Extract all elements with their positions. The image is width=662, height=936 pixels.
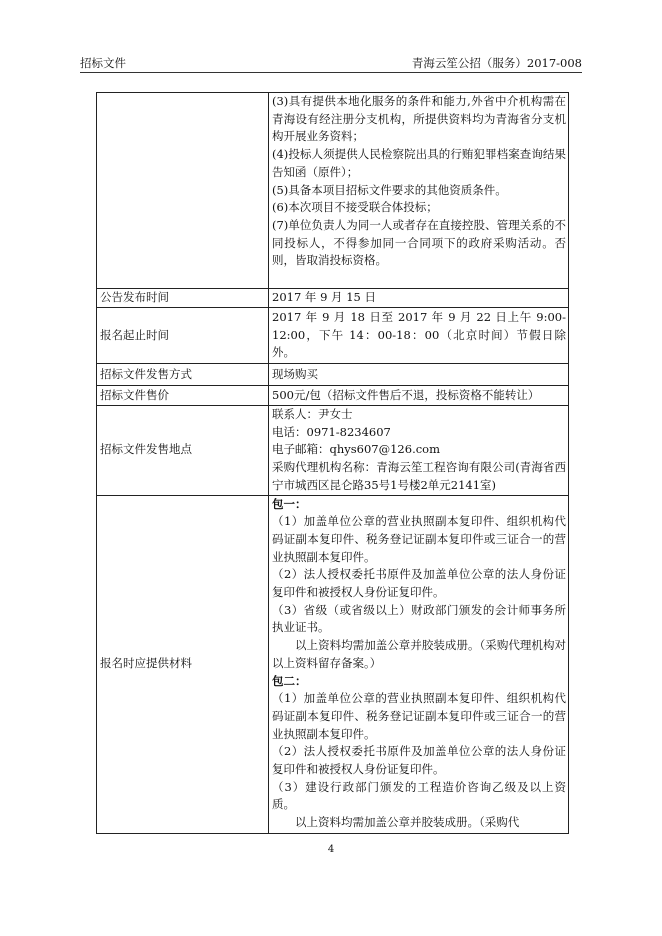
table-row xyxy=(97,495,569,833)
qualification-item: (6)本次项目不接受联合体投标； xyxy=(272,200,438,215)
materials-value xyxy=(269,495,569,833)
table-row xyxy=(97,406,569,496)
agency-name: 采购代理机构名称：青海云笙工程咨询有限公司(青海省西宁市城西区昆仑路35号1号楼2单元2141室) xyxy=(272,460,566,492)
sale-place-label: 招标文件发售地点 xyxy=(97,406,269,496)
signup-label: 报名起止时间 xyxy=(97,308,269,364)
signup-value: 2017 年 9 月 18 日至 2017 年 9 月 22 日上午 9:00-12:00，下午 14：00-18：00（北京时间）节假日除外。 xyxy=(269,308,569,364)
package-2-item: （1）加盖单位公章的营业执照副本复印件、组织机构代码证副本复印件、税务登记证副本复印件或三证合一的营业执照副本复印件。 xyxy=(272,691,566,741)
sale-method-label: 招标文件发售方式 xyxy=(97,364,269,386)
package-2-item: （2）法人授权委托书原件及加盖单位公章的法人身份证复印件和被授权人身份证复印件。 xyxy=(272,744,566,777)
tender-info-table xyxy=(96,92,569,834)
package-1-note: 以上资料均需加盖公章并胶装成册。（采购代理机构对以上资料留存备案。） xyxy=(272,638,566,670)
qualification-label-cell xyxy=(97,93,269,289)
qualification-item: (5)具备本项目招标文件要求的其他资质条件。 xyxy=(272,182,507,197)
qualification-item: (7)单位负责人为同一人或者存在直接控股、管理关系的不同投标人，不得参加同一合同项下的政府采购活动。否则，皆取消投标资格。 xyxy=(272,217,566,268)
table-row xyxy=(97,93,569,289)
price-label: 招标文件售价 xyxy=(97,386,269,406)
sale-place-value xyxy=(269,406,569,496)
table-row xyxy=(97,289,569,308)
table-row xyxy=(97,308,569,364)
announce-value: 2017 年 9 月 15 日 xyxy=(269,289,569,308)
package-1-item: （3）省级（或省级以上）财政部门颁发的会计师事务所执业证书。 xyxy=(272,602,566,635)
package-2-title: 包二： xyxy=(272,673,307,688)
announce-label: 公告发布时间 xyxy=(97,289,269,308)
package-1-item: （2）法人授权委托书原件及加盖单位公章的法人身份证复印件和被授权人身份证复印件。 xyxy=(272,567,566,600)
qualification-item: (4)投标人须提供人民检察院出具的行贿犯罪档案查询结果告知函（原件）； xyxy=(272,147,566,179)
contact-email: 电子邮箱：qhys607@126.com xyxy=(272,442,440,457)
sale-method-value: 现场购买 xyxy=(269,364,569,386)
header-doc-type: 招标文件 xyxy=(80,56,126,70)
table-row xyxy=(97,364,569,386)
page-number: 4 xyxy=(327,844,335,855)
contact-person: 联系人：尹女士 xyxy=(272,407,353,421)
page-header xyxy=(80,54,582,73)
qualification-item: (3)具有提供本地化服务的条件和能力,外省中介机构需在青海设有经注册分支机构，所提供资料均为青海省分支机构开展业务资料； xyxy=(272,94,566,144)
package-1-title: 包一： xyxy=(272,496,307,511)
contact-phone: 电话：0971-8234607 xyxy=(272,424,391,439)
qualification-value-cell xyxy=(269,93,569,289)
package-1-item: （1）加盖单位公章的营业执照副本复印件、组织机构代码证副本复印件、税务登记证副本复印件或三证合一的营业执照副本复印件。 xyxy=(272,514,566,564)
header-project-code: 青海云笙公招（服务）2017-008 xyxy=(411,56,582,70)
materials-label: 报名时应提供材料 xyxy=(97,495,269,833)
package-2-item: （3）建设行政部门颁发的工程造价咨询乙级及以上资质。 xyxy=(272,779,566,812)
table-row xyxy=(97,386,569,406)
price-value: 500元/包（招标文件售后不退，投标资格不能转让） xyxy=(269,386,569,406)
package-2-note: 以上资料均需加盖公章并胶装成册。（采购代 xyxy=(295,815,520,830)
